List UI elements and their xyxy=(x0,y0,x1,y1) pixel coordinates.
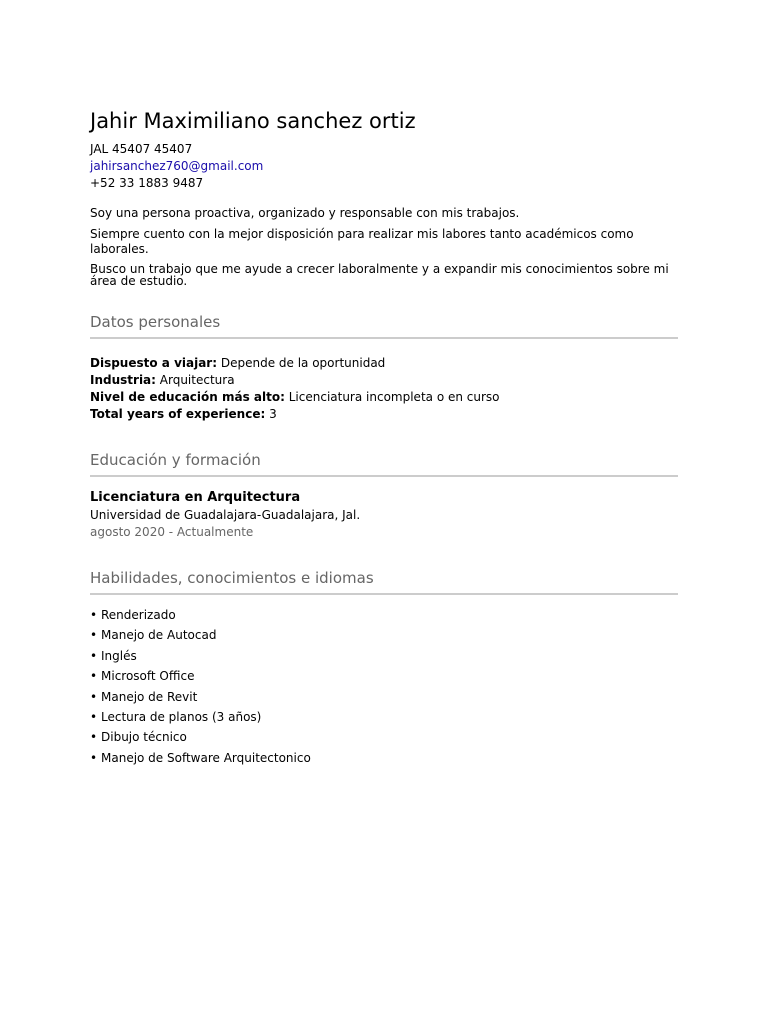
education-dates: agosto 2020 - Actualmente xyxy=(90,525,254,539)
list-item xyxy=(90,687,678,707)
section-title-personal: Datos personales xyxy=(90,313,678,339)
education-entry xyxy=(90,489,678,541)
section-title-skills: Habilidades, conocimientos e idiomas xyxy=(90,569,678,595)
list-item xyxy=(90,748,678,768)
skills-list xyxy=(90,605,678,768)
list-item xyxy=(90,727,678,747)
bullet-icon: • xyxy=(90,628,98,643)
contact-block xyxy=(90,141,678,192)
bullet-icon: • xyxy=(90,730,98,745)
degree-title: Licenciatura en Arquitectura xyxy=(90,490,301,505)
summary-paragraph: Siempre cuento con la mejor disposición para realizar mis labores tanto académicos como laborales. xyxy=(90,227,634,256)
address-line: JAL 45407 45407 xyxy=(90,142,193,156)
bullet-icon: • xyxy=(90,608,98,622)
detail-value: Licenciatura incompleta o en curso xyxy=(288,390,500,404)
school-name: Universidad de Guadalajara-Guadalajara, Jal. xyxy=(90,508,361,522)
email-link[interactable]: jahirsanchez760@gmail.com xyxy=(90,159,264,173)
skill-label: Inglés xyxy=(101,648,137,663)
detail-value: 3 xyxy=(269,407,277,421)
bullet-icon: • xyxy=(90,669,98,684)
personal-details xyxy=(90,355,678,423)
detail-label: Nivel de educación más alto: xyxy=(90,390,285,404)
bullet-icon: • xyxy=(90,648,98,663)
detail-row-industry xyxy=(90,372,678,389)
skill-label: Manejo de Software Arquitectonico xyxy=(101,750,311,765)
skill-label: Dibujo técnico xyxy=(101,730,187,745)
bullet-icon: • xyxy=(90,689,98,704)
detail-label: Dispuesto a viajar: xyxy=(90,356,218,370)
summary-paragraph: Busco un trabajo que me ayude a crecer laboralmente y a expandir mis conocimientos sobre mi área de estudio. xyxy=(90,262,669,288)
skill-label: Renderizado xyxy=(101,608,176,622)
detail-value: Depende de la oportunidad xyxy=(220,356,386,370)
list-item xyxy=(90,707,678,727)
bullet-icon: • xyxy=(90,750,98,765)
summary-block xyxy=(90,206,678,287)
list-item xyxy=(90,605,678,625)
skill-label: Lectura de planos (3 años) xyxy=(101,710,262,725)
resume-page xyxy=(90,106,678,768)
detail-row-travel xyxy=(90,355,678,372)
list-item xyxy=(90,666,678,686)
detail-row-experience xyxy=(90,406,678,423)
email-line xyxy=(90,158,678,175)
phone-line: +52 33 1883 9487 xyxy=(90,176,204,190)
detail-label: Industria: xyxy=(90,373,156,387)
list-item xyxy=(90,646,678,666)
detail-label: Total years of experience: xyxy=(90,407,266,421)
skill-label: Manejo de Autocad xyxy=(101,628,217,643)
summary-paragraph: Soy una persona proactiva, organizado y responsable con mis trabajos. xyxy=(90,206,520,220)
candidate-name: Jahir Maximiliano sanchez ortiz xyxy=(90,109,416,133)
detail-row-education-level xyxy=(90,389,678,406)
list-item xyxy=(90,625,678,645)
section-title-education: Educación y formación xyxy=(90,451,678,477)
skill-label: Manejo de Revit xyxy=(101,689,198,704)
bullet-icon: • xyxy=(90,710,98,725)
detail-value: Arquitectura xyxy=(159,373,235,387)
skill-label: Microsoft Office xyxy=(101,669,195,684)
